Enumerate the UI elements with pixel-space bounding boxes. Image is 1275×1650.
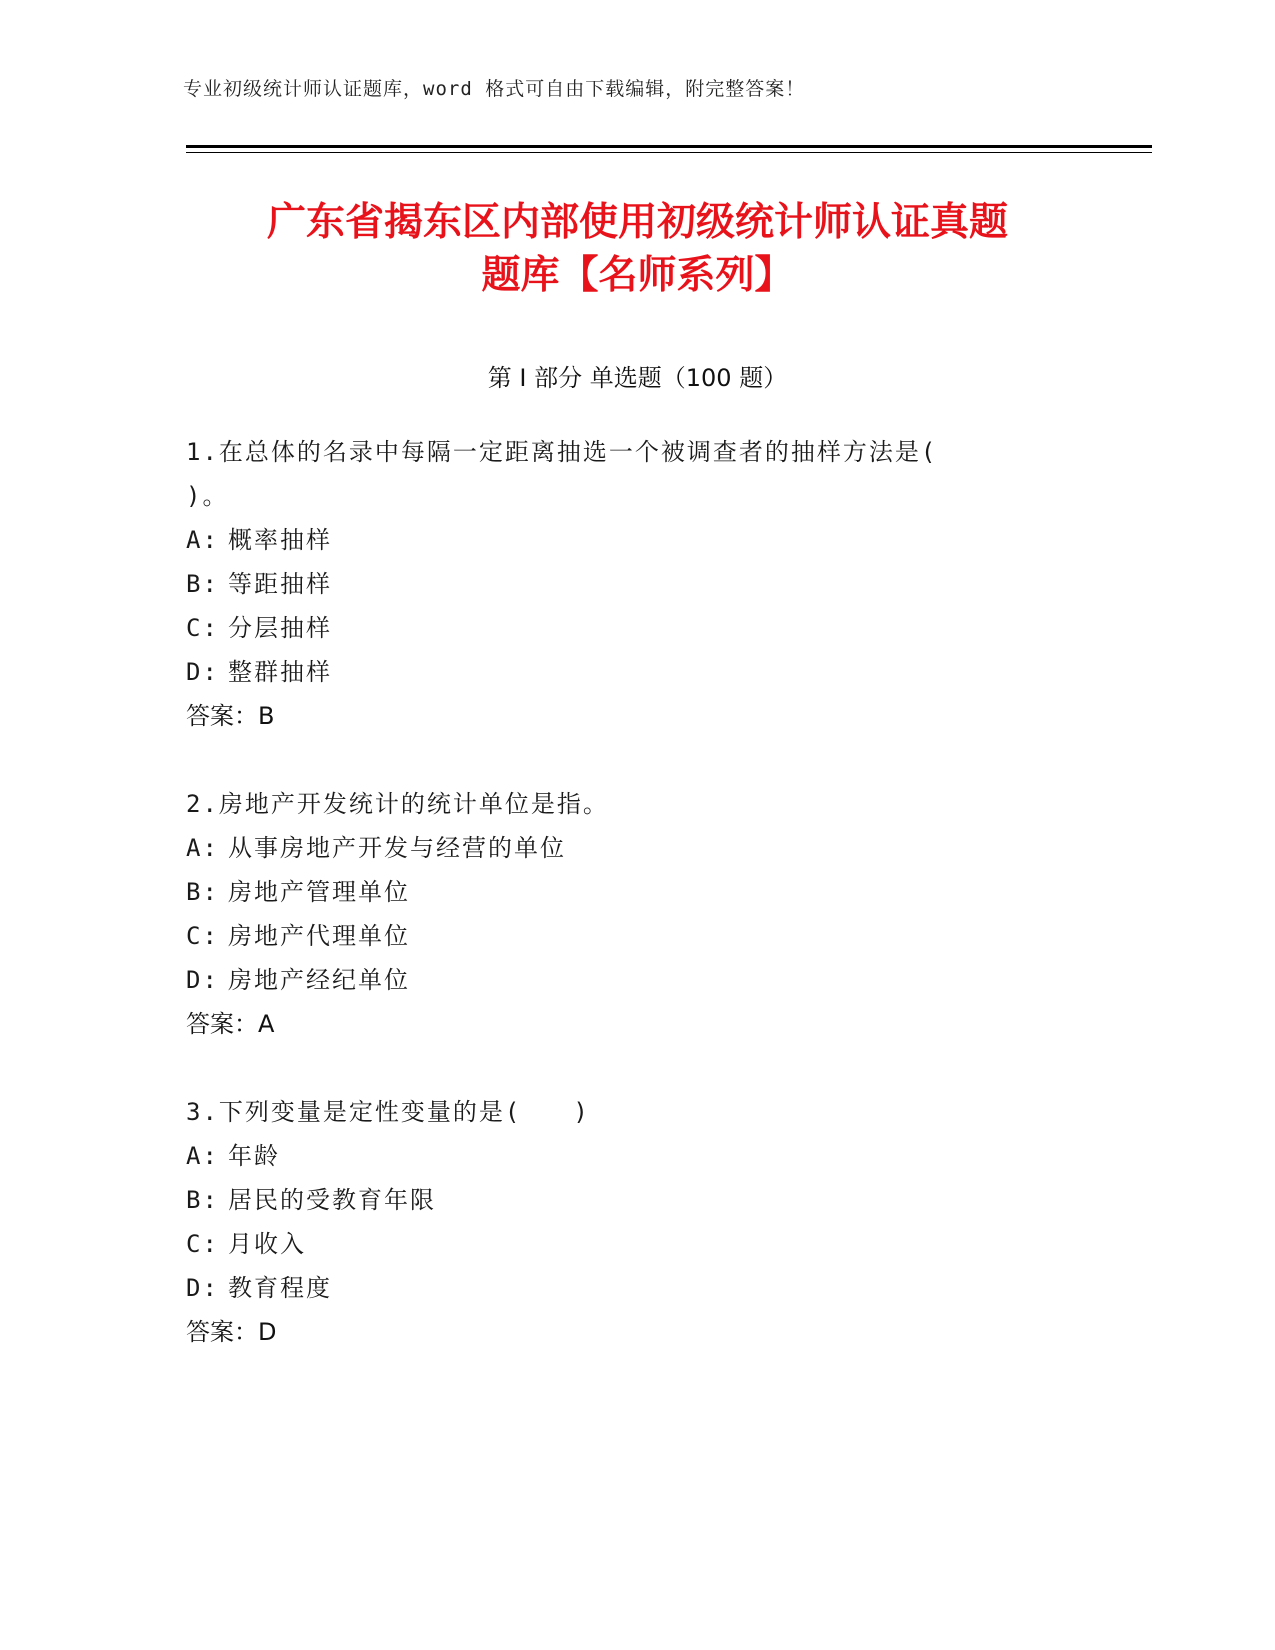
option-label: C: bbox=[186, 614, 219, 642]
question-2-option-a bbox=[186, 828, 566, 863]
question-1-option-a bbox=[186, 520, 332, 555]
option-text: 分层抽样 bbox=[228, 614, 332, 642]
option-text: 房地产经纪单位 bbox=[228, 966, 410, 994]
option-label: A: bbox=[186, 834, 219, 862]
option-label: D: bbox=[186, 1274, 219, 1302]
section-heading: 第 I 部分 单选题（100 题） bbox=[487, 364, 788, 392]
option-text: 房地产代理单位 bbox=[228, 922, 410, 950]
option-label: C: bbox=[186, 922, 219, 950]
option-label: A: bbox=[186, 1142, 219, 1170]
question-1-answer: 答案：B bbox=[186, 702, 275, 730]
header-rule-thick bbox=[186, 145, 1152, 148]
question-1-stem-cont: )。 bbox=[186, 482, 229, 510]
option-text: 等距抽样 bbox=[228, 570, 332, 598]
title-line-1: 广东省揭东区内部使用初级统计师认证真题 bbox=[266, 200, 1008, 245]
option-label: B: bbox=[186, 1186, 219, 1214]
option-label: B: bbox=[186, 878, 219, 906]
title-line-2: 题库【名师系列】 bbox=[481, 253, 794, 298]
option-text: 从事房地产开发与经营的单位 bbox=[228, 834, 566, 862]
question-2-stem: 2.房地产开发统计的统计单位是指。 bbox=[186, 790, 609, 818]
header-note: 专业初级统计师认证题库，word 格式可自由下载编辑，附完整答案！ bbox=[183, 78, 806, 100]
question-2-answer: 答案：A bbox=[186, 1010, 275, 1038]
option-label: A: bbox=[186, 526, 219, 554]
question-3-option-a bbox=[186, 1136, 280, 1171]
question-1-stem: 1.在总体的名录中每隔一定距离抽选一个被调查者的抽样方法是( bbox=[186, 438, 938, 466]
question-3-stem: 3.下列变量是定性变量的是( ) bbox=[186, 1098, 590, 1126]
question-2-option-c bbox=[186, 916, 410, 951]
option-text: 月收入 bbox=[228, 1230, 306, 1258]
option-text: 教育程度 bbox=[228, 1274, 332, 1302]
question-2-option-b bbox=[186, 872, 410, 907]
question-2-option-d bbox=[186, 960, 410, 995]
question-3-answer: 答案：D bbox=[186, 1318, 277, 1346]
question-1-option-c bbox=[186, 608, 332, 643]
question-3-option-c bbox=[186, 1224, 306, 1259]
option-text: 整群抽样 bbox=[228, 658, 332, 686]
question-1-option-d bbox=[186, 652, 332, 687]
option-text: 居民的受教育年限 bbox=[228, 1186, 436, 1214]
option-label: D: bbox=[186, 658, 219, 686]
option-text: 概率抽样 bbox=[228, 526, 332, 554]
question-1-option-b bbox=[186, 564, 332, 599]
document-title bbox=[150, 196, 1125, 302]
question-3-option-d bbox=[186, 1268, 332, 1303]
option-text: 房地产管理单位 bbox=[228, 878, 410, 906]
option-text: 年龄 bbox=[228, 1142, 280, 1170]
header-rule-thin bbox=[186, 152, 1152, 153]
option-label: B: bbox=[186, 570, 219, 598]
question-3-option-b bbox=[186, 1180, 436, 1215]
option-label: D: bbox=[186, 966, 219, 994]
option-label: C: bbox=[186, 1230, 219, 1258]
